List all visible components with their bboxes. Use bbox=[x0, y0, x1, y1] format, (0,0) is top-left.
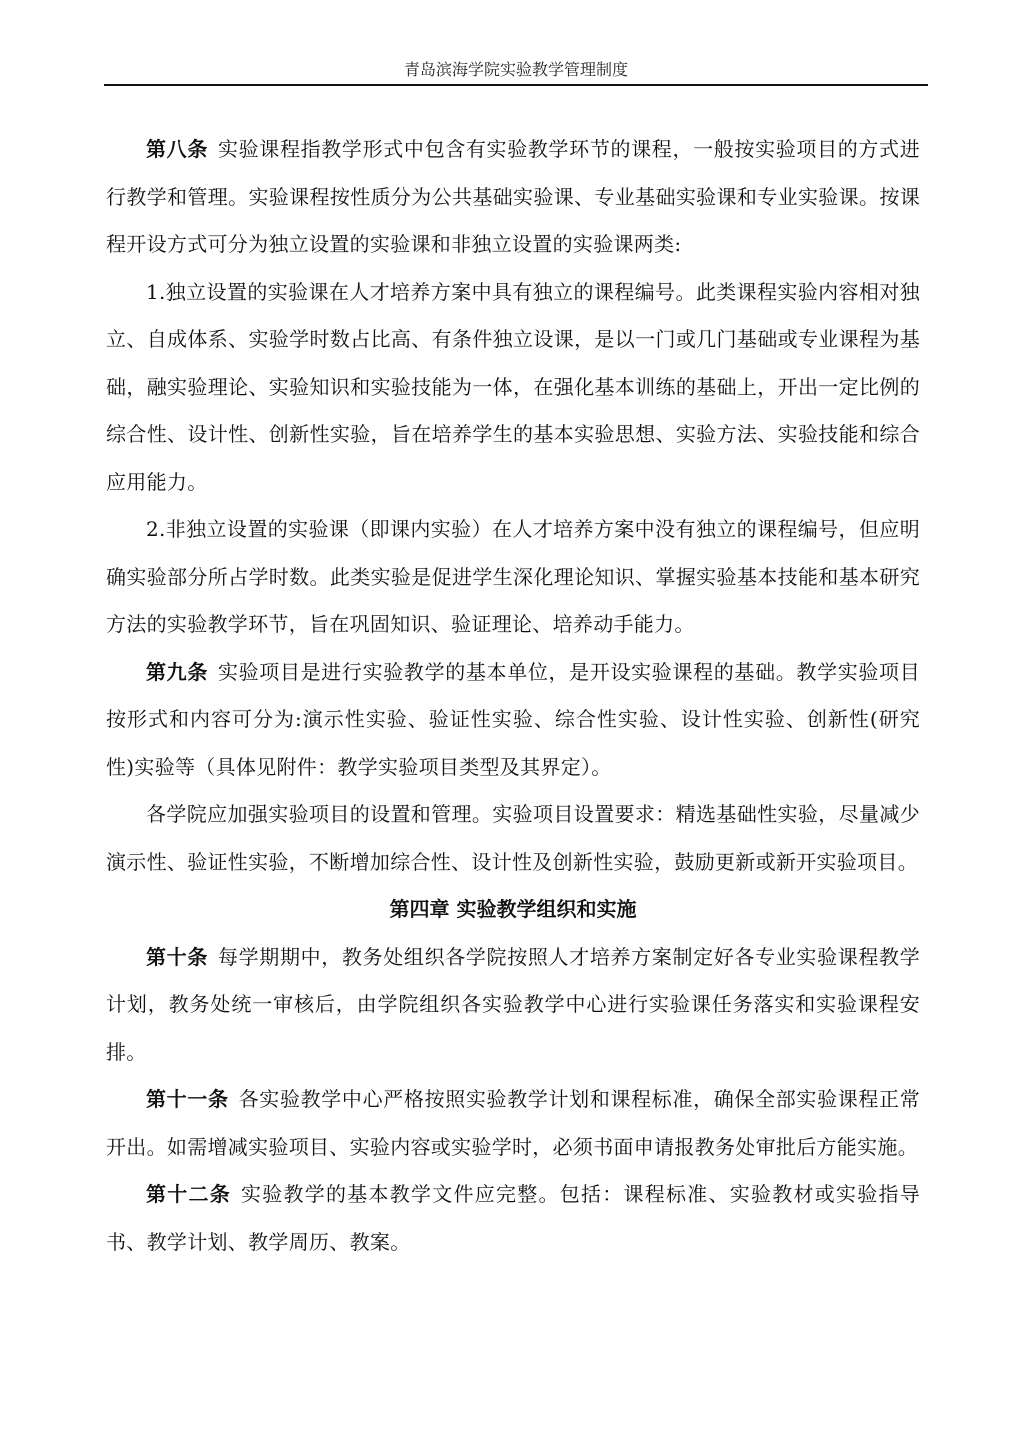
article-8 bbox=[106, 126, 920, 269]
paragraph-project-management bbox=[106, 791, 920, 886]
article-text: 实验教学的基本教学文件应完整。包括：课程标准、实验教材或实验指导书、教学计划、教学周历、教案。 bbox=[106, 1182, 920, 1254]
clause-text: 1.独立设置的实验课在人才培养方案中具有独立的课程编号。此类课程实验内容相对独立、自成体系、实验学时数占比高、有条件独立设课，是以一门或几门基础或专业课程为基础，融实验理论、实验知识和实验技能为一体，在强化基本训练的基础上，开出一定比例的综合性、设计性、创新性实验，旨在培养学生的基本实验思想、实验方法、实验技能和综合应用能力。 bbox=[106, 279, 920, 494]
article-text: 实验课程指教学形式中包含有实验教学环节的课程，一般按实验项目的方式进行教学和管理。实验课程按性质分为公共基础实验课、专业基础实验课和专业实验课。按课程开设方式可分为独立设置的实验课和非独立设置的实验课两类: bbox=[106, 137, 920, 256]
article-12 bbox=[106, 1171, 920, 1266]
page-header-title: 青岛滨海学院实验教学管理制度 bbox=[403, 60, 628, 79]
article-label: 第十二条 bbox=[146, 1182, 231, 1206]
article-text: 实验项目是进行实验教学的基本单位，是开设实验课程的基础。教学实验项目按形式和内容可分为:演示性实验、验证性实验、综合性实验、设计性实验、创新性(研究性)实验等（具体见附件：教学实验项目类型及其界定）。 bbox=[106, 659, 920, 779]
document-body bbox=[106, 126, 920, 1266]
header-divider bbox=[104, 84, 928, 86]
clause-independent-course bbox=[106, 269, 920, 507]
article-label: 第九条 bbox=[146, 659, 208, 684]
article-9 bbox=[106, 649, 920, 792]
chapter-heading: 第四章 实验教学组织和实施 bbox=[389, 897, 637, 921]
article-11 bbox=[106, 1076, 920, 1171]
article-label: 第八条 bbox=[146, 137, 208, 161]
clause-embedded-course bbox=[106, 506, 920, 649]
article-10 bbox=[106, 934, 920, 1077]
article-label: 第十条 bbox=[146, 944, 208, 969]
paragraph-text: 各学院应加强实验项目的设置和管理。实验项目设置要求：精选基础性实验，尽量减少演示性、验证性实验，不断增加综合性、设计性及创新性实验，鼓励更新或新开实验项目。 bbox=[106, 802, 920, 874]
article-label: 第十一条 bbox=[146, 1087, 229, 1111]
clause-text: 2.非独立设置的实验课（即课内实验）在人才培养方案中没有独立的课程编号，但应明确实验部分所占学时数。此类实验是促进学生深化理论知识、掌握实验基本技能和基本研究方法的实验教学环节，旨在巩固知识、验证理论、培养动手能力。 bbox=[106, 517, 920, 636]
article-text: 各实验教学中心严格按照实验教学计划和课程标准，确保全部实验课程正常开出。如需增减实验项目、实验内容或实验学时，必须书面申请报教务处审批后方能实施。 bbox=[106, 1087, 920, 1159]
article-text: 每学期期中，教务处组织各学院按照人才培养方案制定好各专业实验课程教学计划，教务处统一审核后，由学院组织各实验教学中心进行实验课任务落实和实验课程安排。 bbox=[106, 944, 920, 1064]
